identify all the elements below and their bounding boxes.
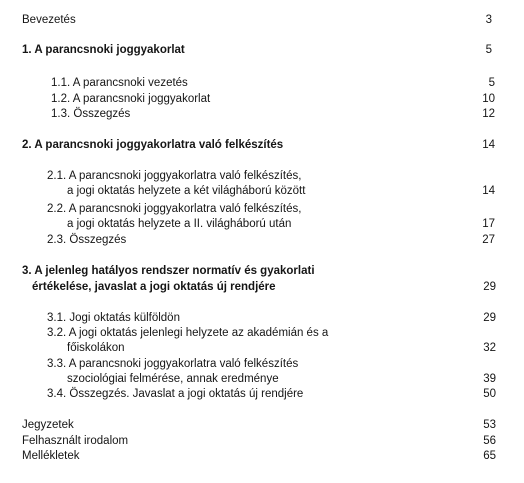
toc-chapter-1-page: 5 xyxy=(485,44,492,56)
toc-item-2-2-title-line2: a jogi oktatás helyzete a II. világháború után xyxy=(67,218,292,230)
toc-item-3-2-title-line2: főiskolákon xyxy=(67,342,125,354)
toc-item-1-3-title: 1.3. Összegzés xyxy=(51,108,131,120)
toc-item-1-2-title: 1.2. A parancsnoki joggyakorlat xyxy=(51,93,211,105)
toc-item-3-2-page: 32 xyxy=(483,342,496,354)
toc-end-notes-title: Jegyzetek xyxy=(22,419,74,431)
toc-item-2-2-page: 17 xyxy=(482,218,495,230)
toc-end-notes-page: 53 xyxy=(483,419,496,431)
toc-item-2-3-page: 27 xyxy=(482,234,495,246)
toc-end-bibliography-page: 56 xyxy=(483,435,496,447)
toc-item-3-3-title-line1: 3.3. A parancsnoki joggyakorlatra való felkészítés xyxy=(47,358,299,370)
toc-chapter-1-title: 1. A parancsnoki joggyakorlat xyxy=(22,44,185,56)
toc-chapter-3-title-line2: értékelése, javaslat a jogi oktatás új rendjére xyxy=(32,281,276,293)
toc-item-2-3-title: 2.3. Összegzés xyxy=(47,234,127,246)
toc-item-2-1-page: 14 xyxy=(482,185,495,197)
toc-chapter-3-title-line1: 3. A jelenleg hatályos rendszer normatív és gyakorlati xyxy=(22,265,315,277)
toc-item-1-2-page: 10 xyxy=(482,93,495,105)
toc-item-3-3-page: 39 xyxy=(483,373,496,385)
toc-item-3-1-page: 29 xyxy=(483,312,496,324)
toc-chapter-3-page: 29 xyxy=(483,281,496,293)
toc-entry-intro-title: Bevezetés xyxy=(22,14,76,26)
toc-item-1-1-page: 5 xyxy=(488,77,495,89)
toc-item-3-2-title-line1: 3.2. A jogi oktatás jelenlegi helyzete az akadémián és a xyxy=(47,327,329,339)
toc-entry-intro-page: 3 xyxy=(485,14,492,26)
toc-item-3-4-page: 50 xyxy=(483,388,496,400)
toc-end-appendices-page: 65 xyxy=(483,450,496,462)
toc-chapter-2-title: 2. A parancsnoki joggyakorlatra való felkészítés xyxy=(22,139,284,151)
toc-item-2-1-title-line1: 2.1. A parancsnoki joggyakorlatra való felkészítés, xyxy=(47,170,302,182)
toc-item-3-4-title: 3.4. Összegzés. Javaslat a jogi oktatás új rendjére xyxy=(47,388,304,400)
toc-end-bibliography-title: Felhasznált irodalom xyxy=(22,435,129,447)
toc-chapter-2-page: 14 xyxy=(482,139,495,151)
toc-item-3-1-title: 3.1. Jogi oktatás külföldön xyxy=(47,312,180,324)
toc-item-1-3-page: 12 xyxy=(482,108,495,120)
toc-item-2-2-title-line1: 2.2. A parancsnoki joggyakorlatra való felkészítés, xyxy=(47,203,302,215)
toc-item-2-1-title-line2: a jogi oktatás helyzete a két világháború között xyxy=(67,185,306,197)
toc-item-1-1-title: 1.1. A parancsnoki vezetés xyxy=(51,77,188,89)
toc-item-3-3-title-line2: szociológiai felmérése, annak eredménye xyxy=(67,373,279,385)
toc-end-appendices-title: Mellékletek xyxy=(22,450,80,462)
